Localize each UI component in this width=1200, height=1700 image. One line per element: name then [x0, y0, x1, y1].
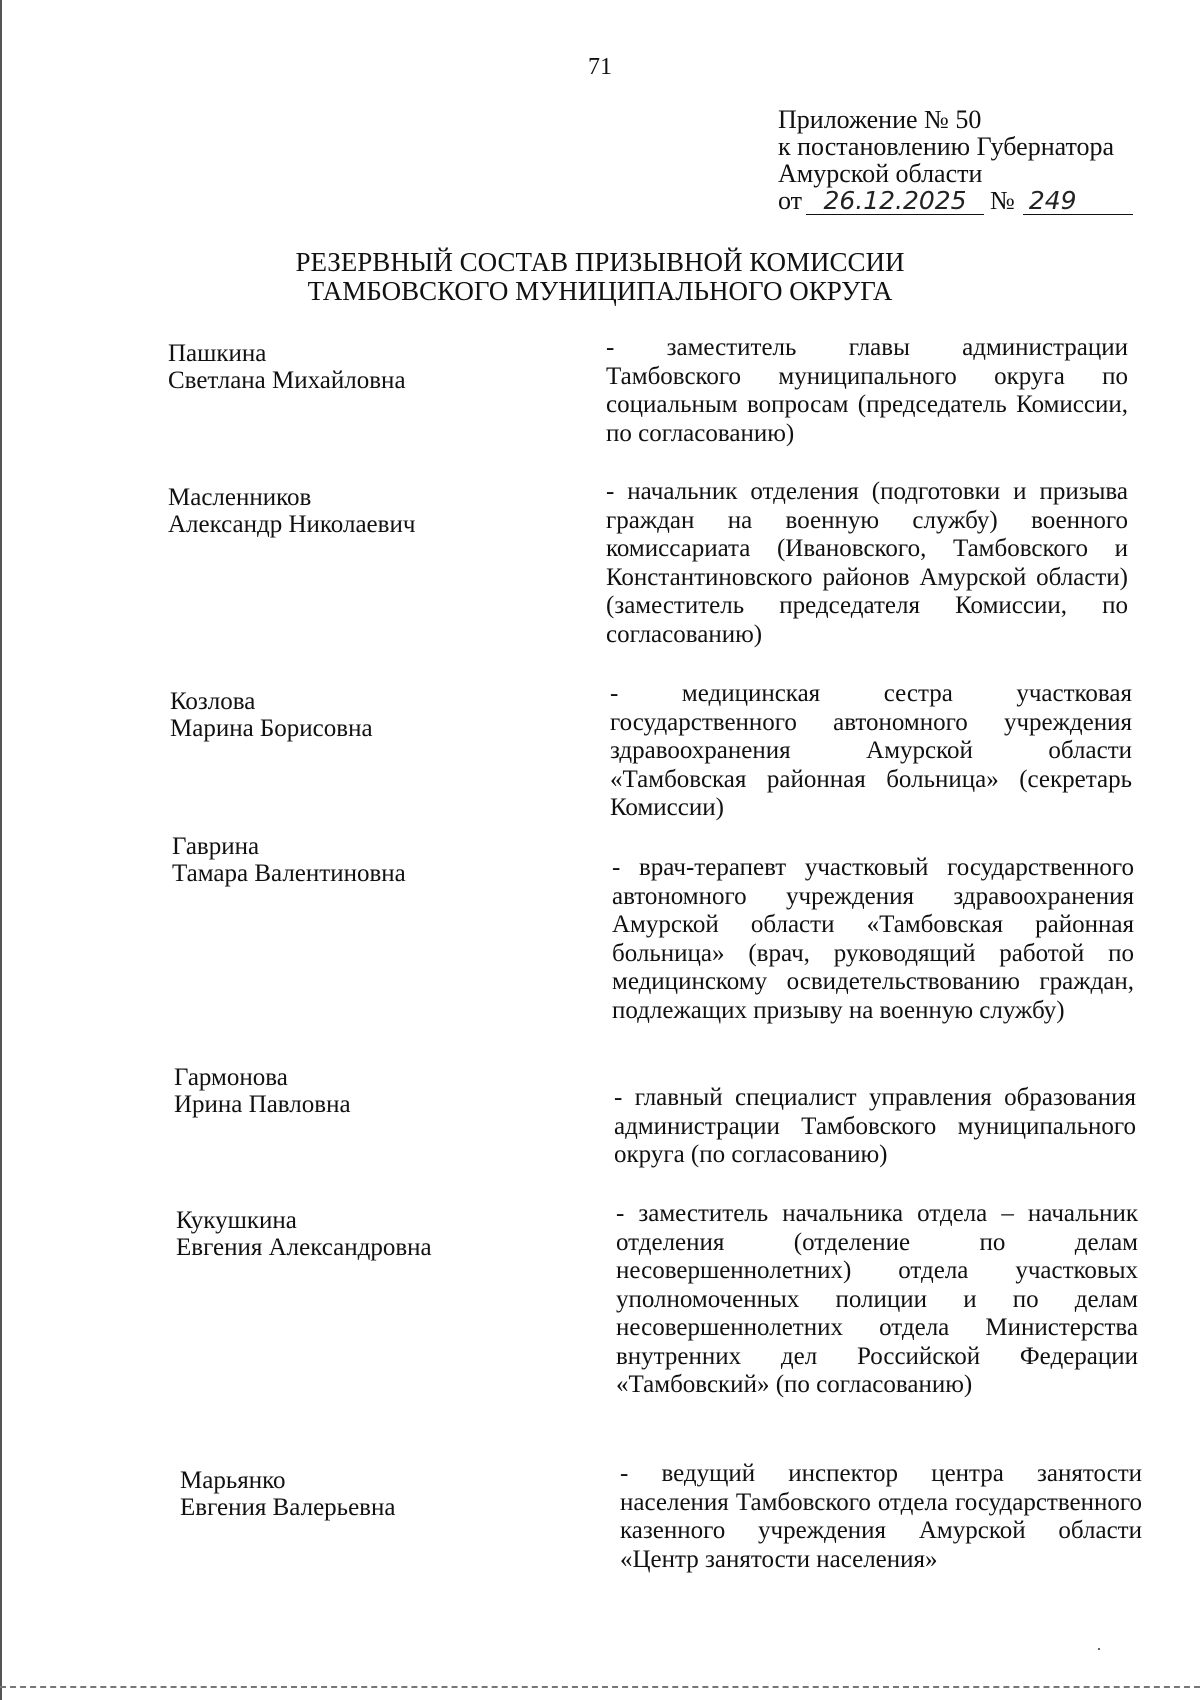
member-surname: Козлова	[170, 688, 256, 715]
appendix-decree: к постановлению Губернатора	[778, 132, 1115, 161]
scan-bottom-edge	[0, 1686, 1200, 1688]
member-name	[172, 833, 406, 887]
member-role: - заместитель главы администрации Тамбовского муниципального округа по социальным вопросам (председатель Комиссии, по согласованию)	[606, 334, 1128, 447]
member-name	[168, 340, 406, 394]
scan-speck	[1098, 1648, 1100, 1650]
member-surname: Масленников	[168, 484, 312, 511]
member-role: - начальник отделения (подготовки и призыва граждан на военную службу) военного комиссариата (Ивановского, Тамбовского и Константиновского районов Амурской области) (заместитель председателя Комиссии, по согласованию)	[606, 478, 1128, 648]
appendix-region: Амурской области	[778, 159, 983, 188]
member-given-names: Светлана Михайловна	[168, 367, 406, 394]
member-surname: Гармонова	[174, 1064, 288, 1091]
member-given-names: Тамара Валентиновна	[172, 860, 406, 887]
member-role: - ведущий инспектор центра занятости населения Тамбовского отдела государственного казенного учреждения Амурской области «Центр занятости населения»	[620, 1460, 1142, 1573]
member-role: - заместитель начальника отдела – начальник отделения (отделение по делам несовершеннолетних) отдела участковых уполномоченных полиции и по делам несовершеннолетних отдела Министерства внутренних дел Российской Федерации «Тамбовский» (по согласованию)	[616, 1200, 1138, 1398]
title-line-2: ТАМБОВСКОГО МУНИЦИПАЛЬНОГО ОКРУГА	[307, 276, 893, 306]
member-given-names: Евгения Александровна	[176, 1234, 432, 1261]
from-label: от	[778, 186, 803, 215]
member-name	[168, 484, 415, 538]
number-label: №	[990, 186, 1015, 215]
title-line-1: РЕЗЕРВНЫЙ СОСТАВ ПРИЗЫВНОЙ КОМИССИИ	[295, 247, 905, 277]
appendix-number: Приложение № 50	[778, 105, 982, 134]
handwritten-date: 26.12.2025	[806, 188, 984, 215]
member-given-names: Евгения Валерьевна	[180, 1494, 396, 1521]
page-number: 71	[588, 54, 612, 80]
member-surname: Кукушкина	[176, 1207, 297, 1234]
member-role: - медицинская сестра участковая государственного автономного учреждения здравоохранения Амурской области «Тамбовская районная больница» (секретарь Комиссии)	[610, 680, 1132, 821]
member-name	[176, 1207, 432, 1261]
member-surname: Пашкина	[168, 340, 267, 367]
member-role: - главный специалист управления образования администрации Тамбовского муниципального округа (по согласованию)	[614, 1084, 1136, 1168]
handwritten-number: 249	[1023, 188, 1133, 215]
member-name	[170, 688, 373, 742]
member-name	[174, 1064, 351, 1118]
member-given-names: Марина Борисовна	[170, 715, 373, 742]
member-surname: Марьянко	[180, 1467, 286, 1494]
member-given-names: Александр Николаевич	[168, 511, 416, 538]
member-given-names: Ирина Павловна	[174, 1091, 351, 1118]
member-surname: Гаврина	[172, 833, 260, 860]
member-name	[180, 1467, 395, 1521]
member-role: - врач-терапевт участковый государственного автономного учреждения здравоохранения Амурской области «Тамбовская районная больница» (врач, руководящий работой по медицинскому освидетельствованию граждан, подлежащих призыву на военную службу)	[612, 854, 1134, 1024]
